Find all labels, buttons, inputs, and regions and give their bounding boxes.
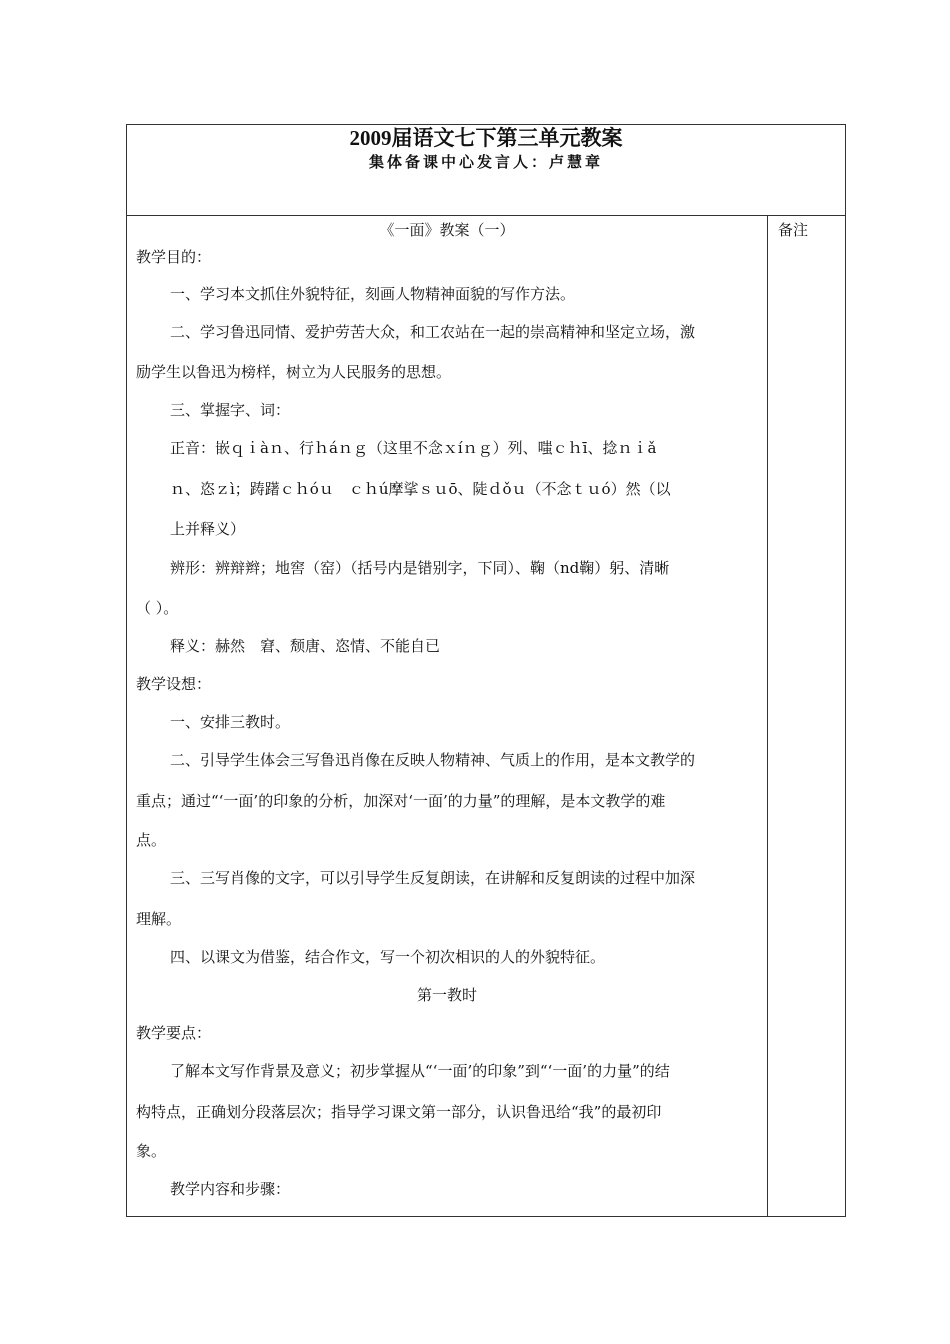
- notes-label: 备注: [778, 221, 809, 239]
- presenter-subtitle: 集体备课中心发言人：卢慧章: [368, 153, 603, 171]
- design-3-line-2: 理解。: [136, 910, 182, 928]
- shape-line-2: （ ）。: [136, 599, 179, 617]
- table-header-cell: [127, 125, 845, 216]
- page-title: 2009届语文七下第三单元教案: [349, 126, 623, 150]
- design-heading: 教学设想：: [136, 675, 212, 693]
- pronunciation-line-1: 正音：嵌ｑｉàｎ、行ｈáｎｇ（这里不念ｘíｎｇ）列、嗤ｃｈī、捻ｎｉǎ: [170, 439, 657, 457]
- design-3-line-1: 三、三写肖像的文字，可以引导学生反复朗读，在讲解和反复朗读的过程中加深: [170, 869, 696, 887]
- notes-cell: [768, 216, 845, 1216]
- design-4: 四、以课文为借鉴，结合作文，写一个初次相识的人的外貌特征。: [170, 948, 606, 966]
- objective-1: 一、学习本文抓住外貌特征，刻画人物精神面貌的写作方法。: [170, 285, 576, 303]
- pronunciation-line-2: ｎ、恣ｚì；踌躇ｃｈóｕ ｃｈú摩挲ｓｕō、陡ｄǒｕ（不念ｔｕó）然（以: [170, 480, 671, 498]
- objectives-heading: 教学目的：: [136, 248, 212, 266]
- objective-2-line-2: 励学生以鲁迅为榜样，树立为人民服务的思想。: [136, 363, 452, 381]
- design-2-line-2: 重点；通过“‘一面’的印象的分析，加深对‘一面’的力量”的理解，是本文教学的难: [136, 792, 666, 810]
- design-2-line-3: 点。: [136, 831, 167, 849]
- keypoints-heading: 教学要点：: [136, 1024, 212, 1042]
- period-heading: 第一教时: [416, 986, 477, 1004]
- lesson-title: 《一面》教案（一）: [379, 221, 515, 239]
- design-2-line-1: 二、引导学生体会三写鲁迅肖像在反映人物精神、气质上的作用，是本文教学的: [170, 751, 696, 769]
- lesson-content-cell: [127, 216, 767, 1216]
- design-1: 一、安排三教时。: [170, 713, 291, 731]
- steps-heading: 教学内容和步骤：: [170, 1180, 291, 1198]
- keypoints-line-1: 了解本文写作背景及意义；初步掌握从“‘一面’的印象”到“‘一面’的力量”的结: [170, 1062, 670, 1080]
- objective-3: 三、掌握字、词：: [170, 401, 291, 419]
- shape-line-1: 辨形：辨辩辫；地窖（窑）（括号内是错别字，下同）、鞠（nd鞠）躬、清晰: [170, 559, 670, 577]
- meaning-line: 释义：赫然 窘、颓唐、恣情、不能自已: [170, 637, 441, 655]
- lesson-plan-table: [126, 124, 846, 1217]
- keypoints-line-2: 构特点，正确划分段落层次；指导学习课文第一部分，认识鲁迅给“我”的最初印: [136, 1103, 662, 1121]
- keypoints-line-3: 象。: [136, 1142, 167, 1160]
- objective-2-line-1: 二、学习鲁迅同情、爱护劳苦大众，和工农站在一起的崇高精神和坚定立场，激: [170, 323, 696, 341]
- pronunciation-line-3: 上并释义）: [170, 520, 246, 538]
